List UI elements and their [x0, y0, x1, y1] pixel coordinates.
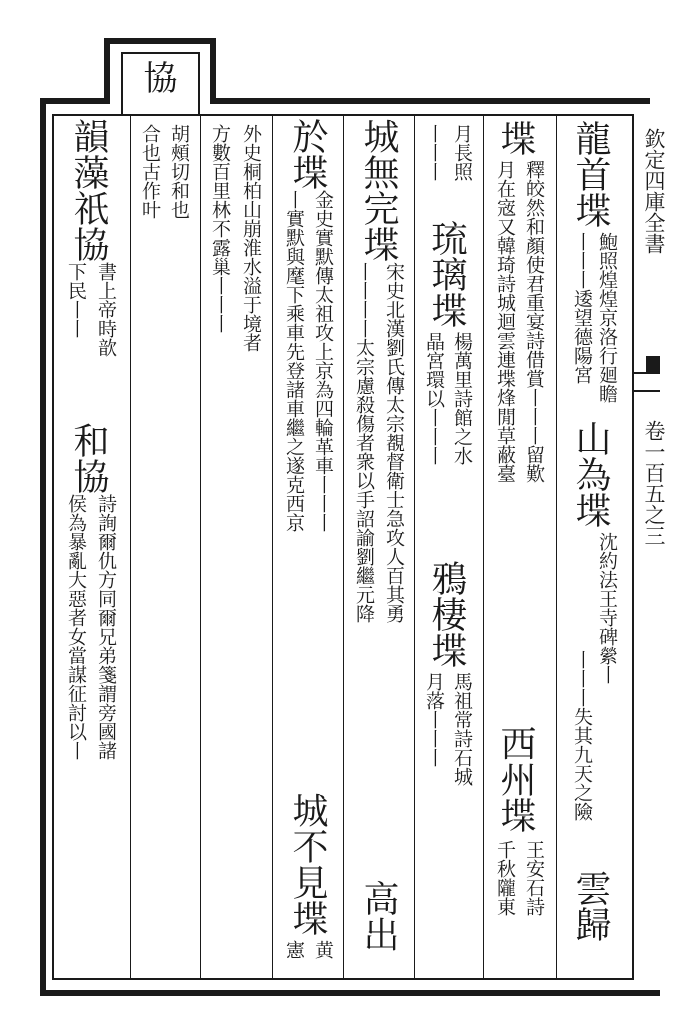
entry-text: 晶宮環以丨丨丨	[423, 332, 445, 465]
entry-text: 憲	[283, 940, 305, 959]
entry-heading: 堞	[495, 120, 536, 156]
frame-inner-right	[632, 114, 634, 980]
entry-text: 丨丨丨丨太宗慮殺傷者衆以手詔諭劉繼元降	[353, 262, 375, 623]
entry-heading: 琉璃堞	[426, 220, 467, 328]
entry-text: 詩詢爾仇方同爾兄弟箋謂旁國諸	[95, 494, 117, 760]
frame-inner-left	[52, 114, 54, 980]
book-title: 欽定四庫全書	[642, 128, 666, 254]
frame-tab-left	[104, 38, 110, 104]
column-divider	[272, 116, 273, 978]
entry-heading: 城不見堞	[287, 792, 328, 936]
entry-text: 合也古作叶	[139, 124, 161, 219]
frame-inner-tab-left	[121, 52, 123, 116]
frame-left-outer	[40, 98, 46, 996]
entry-text: 月長照	[451, 124, 473, 181]
frame-inner-tab-top	[121, 52, 200, 54]
entry-heading: 於堞	[287, 118, 328, 190]
frame-inner-tab-right	[198, 52, 200, 116]
entry-heading: 龍首堞	[570, 120, 611, 228]
entry-text: 方數百里林不露巢丨丨丨	[209, 124, 231, 333]
entry-text: 下民丨丨	[65, 262, 87, 338]
entry-text: 外史桐柏山崩淮水溢于境者	[240, 124, 262, 352]
column-divider	[556, 116, 557, 978]
entry-heading: 城無完堞	[358, 118, 399, 262]
entry-heading: 山為堞	[570, 420, 611, 528]
fishtail-mark	[646, 356, 660, 374]
frame-inner-bottom	[52, 978, 632, 980]
entry-text: 鮑照煌煌京洛行廻瞻	[596, 232, 618, 403]
frame-tab-top	[104, 38, 216, 44]
entry-heading: 韻藻祇協	[68, 118, 109, 262]
entry-text: 胡頰切和也	[168, 124, 190, 219]
entry-heading: 西州堞	[495, 725, 536, 833]
entry-text: 楊萬里詩館之水	[451, 332, 473, 465]
fishtail-bottom	[634, 390, 660, 392]
entry-text: 侯為暴亂大惡者女當謀征討以丨	[65, 494, 87, 760]
column-divider	[483, 116, 484, 978]
entry-text: 丨實默與麾下乘車先登諸車繼之遂克西京	[283, 190, 305, 532]
entry-heading: 和協	[68, 422, 109, 494]
entry-heading: 鴉棲堞	[426, 560, 467, 668]
entry-text: 宋史北漢劉氏傳太宗覩督衛士急攻人百其勇	[383, 262, 405, 623]
entry-heading: 雲歸	[570, 870, 611, 942]
frame-top-right-outer	[210, 98, 650, 104]
entry-text: 王安石詩	[523, 840, 545, 916]
entry-text: 金史實默傳太祖攻上京為四輪革車丨丨丨	[312, 190, 334, 532]
entry-text: 月在宼又韓琦詩城迴雲連堞烽閒草蔽臺	[494, 160, 516, 483]
column-divider	[343, 116, 344, 978]
entry-text: 月落丨丨丨	[423, 672, 445, 767]
column-divider	[130, 116, 131, 978]
entry-text: 黄	[312, 940, 334, 959]
column-divider	[414, 116, 415, 978]
header-tab-char: 協	[137, 60, 177, 94]
frame-tab-right	[210, 38, 216, 104]
entry-text: 沈約法王寺碑縈丨	[596, 532, 618, 684]
volume-label: 卷一百五之三	[642, 420, 666, 546]
entry-text: 丨丨丨失其九天之險	[571, 650, 593, 821]
entry-text: 千秋隴東	[494, 840, 516, 916]
entry-text: 丨丨丨逶望德陽宮	[571, 232, 593, 384]
entry-heading: 高出	[358, 880, 399, 952]
frame-top-left-outer	[40, 98, 110, 104]
frame-inner-top	[52, 114, 632, 116]
entry-text: 馬祖常詩石城	[451, 672, 473, 786]
column-divider	[200, 116, 201, 978]
entry-text: 書上帝時歆	[95, 262, 117, 357]
entry-text: 丨丨丨	[423, 124, 445, 181]
frame-bottom-outer	[40, 990, 660, 996]
entry-text: 釋皎然和顏使君重宴詩借賞丨丨丨留歎	[523, 160, 545, 483]
